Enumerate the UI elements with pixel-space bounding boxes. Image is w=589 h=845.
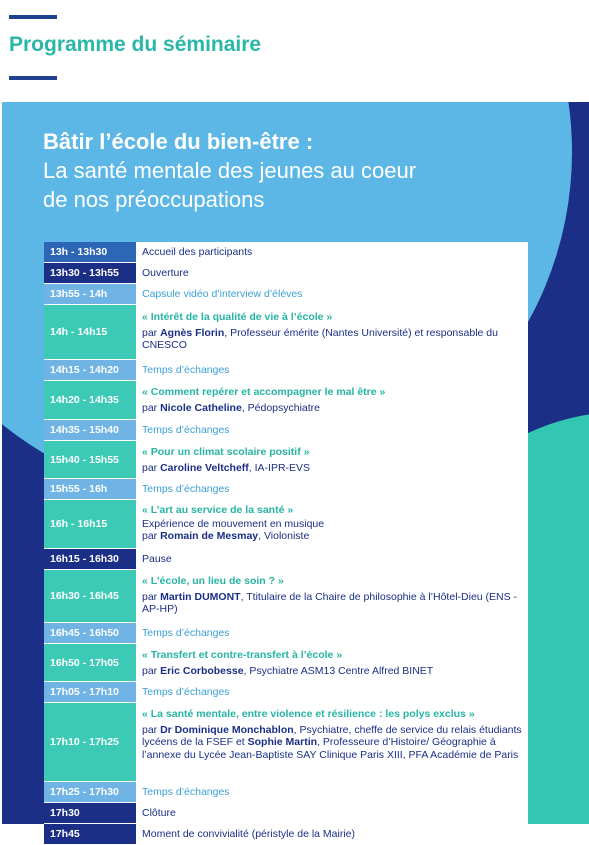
speaker-name: Caroline Veltcheff xyxy=(160,461,249,474)
time-slot: 13h55 - 14h xyxy=(44,284,136,304)
speaker-detail: , Violoniste xyxy=(258,530,310,542)
speaker-line xyxy=(142,327,522,352)
speaker-detail: , Psychiatre ASM13 Centre Alfred BINET xyxy=(243,664,434,677)
time-slot: 14h35 - 15h40 xyxy=(44,420,136,440)
time-slot: 13h - 13h30 xyxy=(44,242,136,262)
schedule-row xyxy=(44,479,528,500)
talk-title: « La santé mentale, entre violence et résilience : les polys exclus » xyxy=(142,708,475,720)
title-line-3: de nos préoccupations xyxy=(43,187,265,212)
agenda-item xyxy=(136,570,528,622)
speaker-line xyxy=(142,462,522,475)
agenda-item xyxy=(136,441,528,478)
time-slot: 14h15 - 14h20 xyxy=(44,360,136,380)
time-slot: 17h05 - 17h10 xyxy=(44,682,136,702)
time-slot: 14h - 14h15 xyxy=(44,305,136,359)
agenda-item: Temps d’échanges xyxy=(142,786,230,798)
time-slot: 13h30 - 13h55 xyxy=(44,263,136,283)
speaker-name: Eric Corbobesse xyxy=(160,664,244,677)
agenda-item: Pause xyxy=(142,553,172,565)
schedule-row xyxy=(44,500,528,549)
agenda-item xyxy=(136,381,528,419)
par-label: par xyxy=(142,664,161,677)
speaker-name: Agnès Florin xyxy=(160,326,225,339)
talk-title: « Intérêt de la qualité de vie à l’école » xyxy=(142,311,333,323)
agenda-item xyxy=(136,703,528,781)
agenda-item: Accueil des participants xyxy=(142,246,253,258)
schedule-row xyxy=(44,782,528,803)
talk-title: « Transfert et contre-transfert à l’école » xyxy=(142,649,343,661)
schedule-row xyxy=(44,284,528,305)
seminar-title xyxy=(43,127,563,214)
schedule-row xyxy=(44,263,528,284)
time-slot: 16h45 - 16h50 xyxy=(44,623,136,643)
agenda-item: Temps d’échanges xyxy=(142,686,230,698)
bottom-rule xyxy=(9,76,57,80)
agenda-item: Clôture xyxy=(142,807,176,819)
speaker-detail: , Ttitulaire de la Chaire de philosophie à l’Hôtel-Dieu (ENS - AP-HP) xyxy=(142,590,518,615)
par-label: par xyxy=(142,723,161,736)
talk-title: « L’école, un lieu de soin ? » xyxy=(142,575,284,587)
speaker-detail: , IA-IPR-EVS xyxy=(248,461,311,474)
par-label: par xyxy=(142,461,161,474)
speaker-line xyxy=(142,665,522,678)
schedule-row xyxy=(44,623,528,644)
par-label: par xyxy=(142,326,161,339)
speaker-line xyxy=(142,724,522,762)
speaker-detail: , Professeur émérite (Nantes Université) et responsable du CNESCO xyxy=(142,326,498,351)
speaker-detail-2: , Professeure d’Histoire/ Géographie à l’annexe du Lycée Jean-Baptiste SAY Clinique Paris XIII, PFA Académie de Paris xyxy=(142,736,519,761)
schedule-row xyxy=(44,242,528,263)
speaker-line xyxy=(142,402,522,415)
time-slot: 16h30 - 16h45 xyxy=(44,570,136,622)
par-label: par xyxy=(142,530,161,542)
agenda-item xyxy=(136,500,528,548)
speaker-name: Dr Dominique Monchablon xyxy=(160,723,294,736)
agenda-item: Ouverture xyxy=(142,267,189,279)
schedule-row xyxy=(44,570,528,623)
speaker-line xyxy=(142,530,522,543)
agenda-item: Temps d’échanges xyxy=(142,627,230,639)
top-rule xyxy=(9,15,57,19)
par-label: par xyxy=(142,401,161,414)
schedule-row xyxy=(44,305,528,360)
speaker-name: Nicole Catheline xyxy=(160,401,242,414)
agenda-item: Temps d’échanges xyxy=(142,364,230,376)
speaker-name: Romain de Mesmay xyxy=(160,530,259,542)
talk-title: « Comment repérer et accompagner le mal être » xyxy=(142,386,386,398)
schedule-row xyxy=(44,441,528,479)
agenda-item: Temps d’échanges xyxy=(142,483,230,495)
speaker-intro: Expérience de mouvement en musique xyxy=(142,517,325,530)
schedule-row xyxy=(44,381,528,420)
agenda-item: Capsule vidéo d’interview d’élèves xyxy=(142,288,303,300)
time-slot: 17h25 - 17h30 xyxy=(44,782,136,802)
schedule-row xyxy=(44,360,528,381)
schedule-row xyxy=(44,420,528,441)
agenda-item xyxy=(136,644,528,681)
schedule-table xyxy=(44,242,528,845)
time-slot: 14h20 - 14h35 xyxy=(44,381,136,419)
agenda-item: Temps d’échanges xyxy=(142,424,230,436)
speaker-line xyxy=(142,591,522,616)
talk-title: « L’art au service de la santé » xyxy=(142,504,294,516)
schedule-row xyxy=(44,644,528,682)
speaker-name-2: Sophie Martin xyxy=(247,736,318,748)
time-slot: 17h45 xyxy=(44,824,136,844)
speaker-name: Martin DUMONT xyxy=(160,590,241,603)
time-slot: 16h15 - 16h30 xyxy=(44,549,136,569)
speaker-detail: , Psychiatre, cheffe de service du relais étudiants lycéens de la FSEF et xyxy=(142,723,522,748)
schedule-row xyxy=(44,824,528,845)
par-label: par xyxy=(142,590,161,603)
schedule-row xyxy=(44,549,528,570)
time-slot: 17h10 - 17h25 xyxy=(44,703,136,781)
time-slot: 16h - 16h15 xyxy=(44,500,136,548)
title-line-2: La santé mentale des jeunes au coeur xyxy=(43,158,417,183)
agenda-item xyxy=(136,305,528,359)
page-title: Programme du séminaire xyxy=(9,33,262,56)
title-line-1: Bâtir l’école du bien-être : xyxy=(43,129,314,154)
speaker-detail: , Pédopsychiatre xyxy=(241,401,321,414)
agenda-item: Moment de convivialité (péristyle de la Mairie) xyxy=(142,828,355,840)
time-slot: 16h50 - 17h05 xyxy=(44,644,136,681)
schedule-row xyxy=(44,682,528,703)
time-slot: 15h40 - 15h55 xyxy=(44,441,136,478)
talk-title: « Pour un climat scolaire positif » xyxy=(142,446,310,458)
time-slot: 15h55 - 16h xyxy=(44,479,136,499)
schedule-row xyxy=(44,803,528,824)
time-slot: 17h30 xyxy=(44,803,136,823)
schedule-row xyxy=(44,703,528,782)
